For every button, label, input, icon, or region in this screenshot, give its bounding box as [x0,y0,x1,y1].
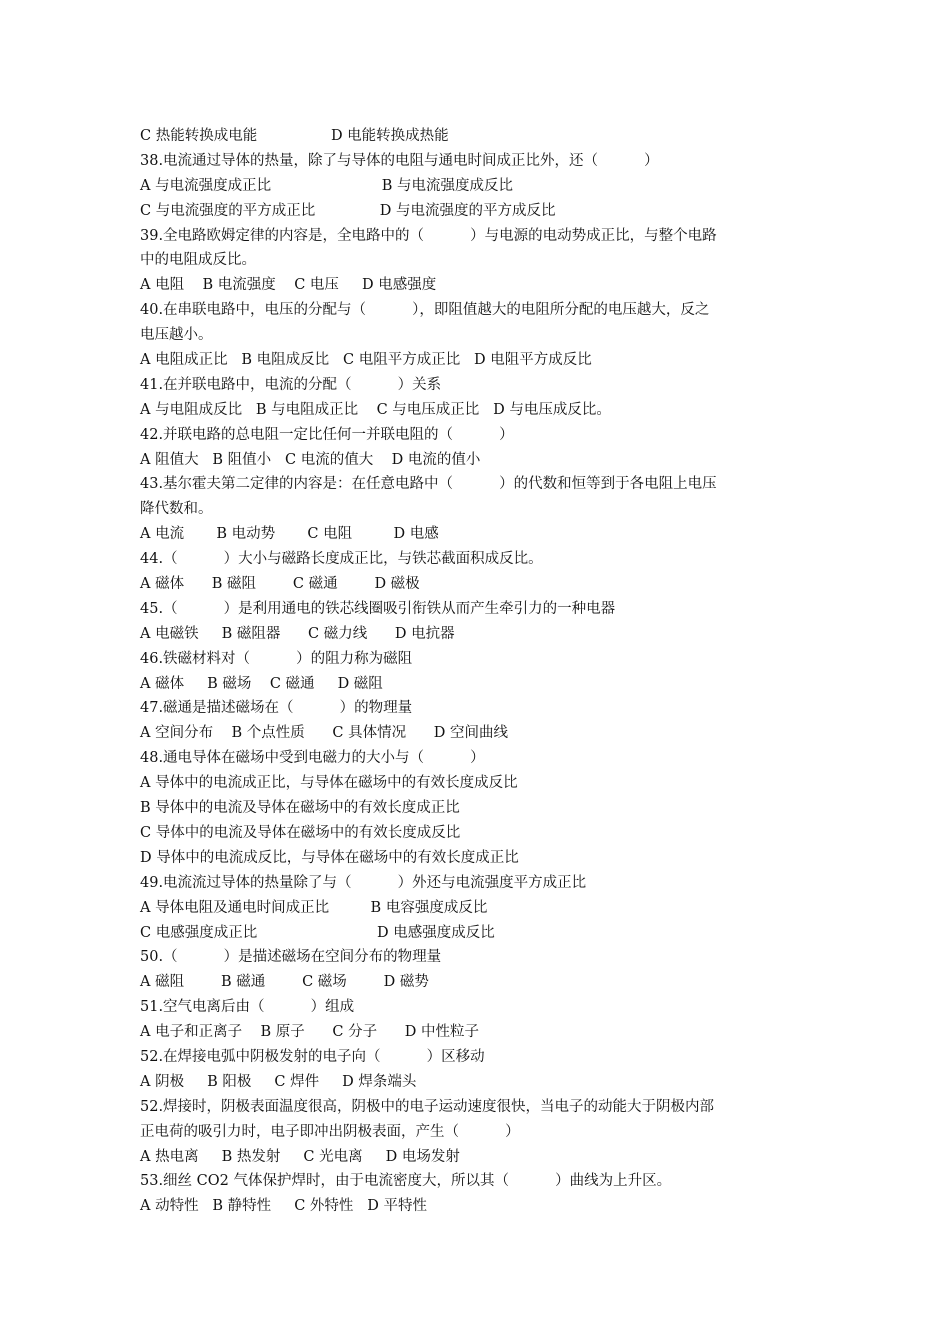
options-51: A 电子和正离子 B 原子 C 分子 D 中性粒子 [140,1024,480,1041]
options-52b: A 热电离 B 热发射 C 光电离 D 电场发射 [140,1148,460,1165]
options-49-cd: C 电感强度成正比 D 电感强度成反比 [140,924,495,941]
question-46: 46.铁磁材料对（ ）的阻力称为磁阻 [140,650,413,667]
options-50: A 磁阻 B 磁通 C 磁场 D 磁势 [140,974,429,991]
question-38: 38.电流通过导体的热量，除了与导体的电阻与通电时间成正比外，还（ ） [140,152,659,169]
question-49: 49.电流流过导体的热量除了与（ ）外还与电流强度平方成正比 [140,874,587,891]
question-48: 48.通电导体在磁场中受到电磁力的大小与（ ） [140,750,485,767]
options-41: A 与电阻成反比 B 与电阻成正比 C 与电压成正比 D 与电压成反比。 [140,401,611,418]
question-53: 53.细丝 CO2 气体保护焊时，由于电流密度大，所以其（ ）曲线为上升区。 [140,1173,672,1190]
question-47: 47.磁通是描述磁场在（ ）的物理量 [140,700,413,717]
option-48-b: B 导体中的电流及导体在磁场中的有效长度成正比 [140,800,460,817]
question-51: 51.空气电离后由（ ）组成 [140,999,355,1016]
options-46: A 磁体 B 磁场 C 磁通 D 磁阻 [140,675,383,692]
question-52: 52.在焊接电弧中阴极发射的电子向（ ）区移动 [140,1048,485,1065]
options-40: A 电阻成正比 B 电阻成反比 C 电阻平方成正比 D 电阻平方成反比 [140,352,592,369]
question-52b: 52.焊接时，阴极表面温度很高，阴极中的电子运动速度很快，当电子的动能大于阴极内部 [140,1098,715,1115]
question-43-cont: 降代数和。 [140,501,213,518]
text-line: C 热能转换成电能 D 电能转换成热能 [140,128,449,144]
option-48-c: C 导体中的电流及导体在磁场中的有效长度成反比 [140,824,461,841]
options-43: A 电流 B 电动势 C 电阻 D 电感 [140,526,439,543]
question-42: 42.并联电路的总电阻一定比任何一并联电阻的（ ） [140,426,514,443]
question-52b-cont: 正电荷的吸引力时，电子即冲出阴极表面，产生（ ） [140,1123,520,1140]
question-44: 44.（ ）大小与磁路长度成正比，与铁芯截面积成反比。 [140,551,543,568]
question-39: 39.全电路欧姆定律的内容是，全电路中的（ ）与电源的电动势成正比，与整个电路 [140,227,717,244]
option-48-d: D 导体中的电流成反比，与导体在磁场中的有效长度成正比 [140,849,519,866]
question-50: 50.（ ）是描述磁场在空间分布的物理量 [140,949,442,966]
options-44: A 磁体 B 磁阻 C 磁通 D 磁极 [140,576,420,593]
options-39: A 电阻 B 电流强度 C 电压 D 电感强度 [140,277,437,294]
question-43: 43.基尔霍夫第二定律的内容是：在任意电路中（ ）的代数和恒等到于各电阻上电压 [140,476,717,493]
options-42: A 阻值大 B 阻值小 C 电流的值大 D 电流的值小 [140,451,481,468]
options-52: A 阴极 B 阳极 C 焊件 D 焊条端头 [140,1073,417,1090]
options-47: A 空间分布 B 个点性质 C 具体情况 D 空间曲线 [140,725,509,742]
options-45: A 电磁铁 B 磁阻器 C 磁力线 D 电抗器 [140,625,455,642]
question-40-cont: 电压越小。 [140,327,213,344]
question-text [140,124,820,1219]
option-48-a: A 导体中的电流成正比，与导体在磁场中的有效长度成反比 [140,775,518,792]
options-49-ab: A 导体电阻及通电时间成正比 B 电容强度成反比 [140,899,488,916]
question-41: 41.在并联电路中，电流的分配（ ）关系 [140,376,442,393]
options-38-cd: C 与电流强度的平方成正比 D 与电流强度的平方成反比 [140,202,556,219]
options-53: A 动特性 B 静特性 C 外特性 D 平特性 [140,1198,427,1215]
question-39-cont: 中的电阻成反比。 [140,252,256,269]
question-40: 40.在串联电路中，电压的分配与（ ），即阻值越大的电阻所分配的电压越大，反之 [140,302,710,319]
question-45: 45.（ ）是利用通电的铁芯线圈吸引衔铁从而产生牵引力的一种电器 [140,600,616,617]
options-38-ab: A 与电流强度成正比 B 与电流强度成反比 [140,177,513,194]
